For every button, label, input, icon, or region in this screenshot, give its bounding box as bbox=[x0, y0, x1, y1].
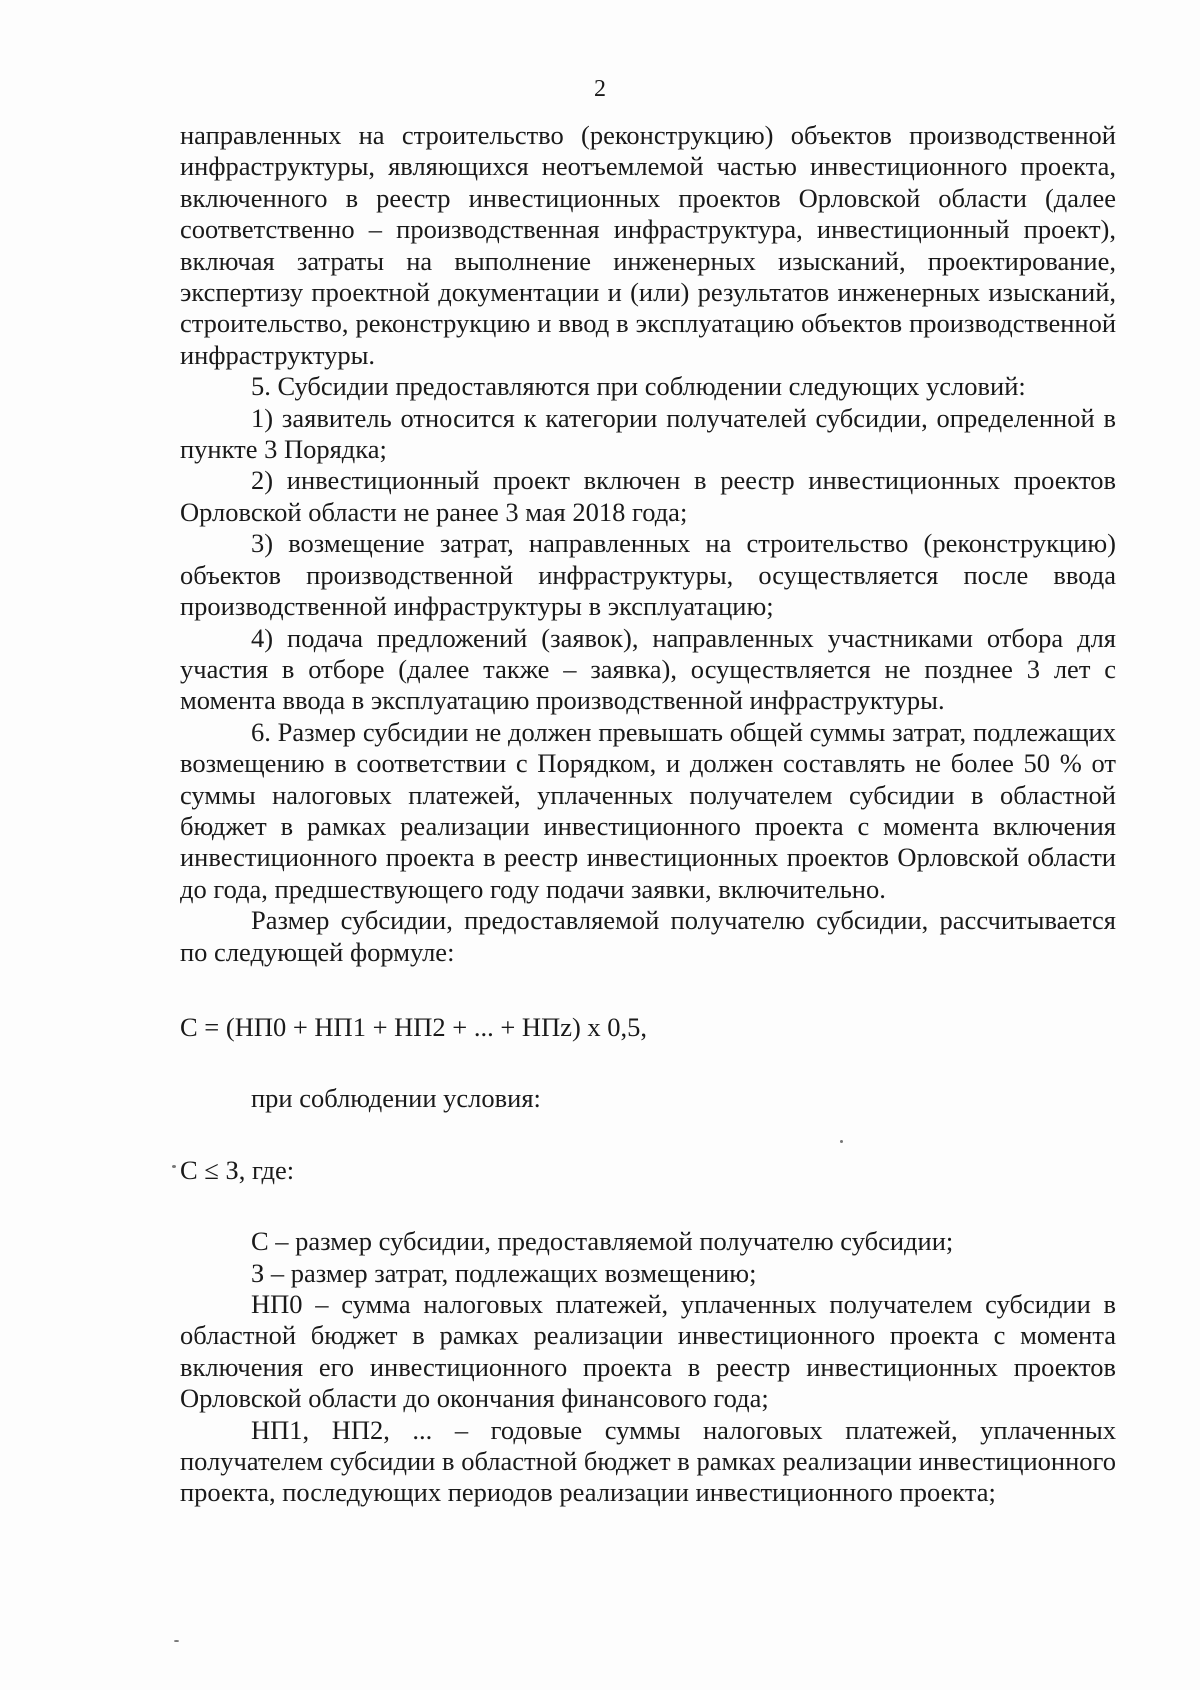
subsidy-formula: С = (НП0 + НП1 + НП2 + ... + НПz) x 0,5, bbox=[180, 1011, 648, 1042]
paragraph-formula-intro: Размер субсидии, предоставляемой получателю субсидии, рассчитывается по следующей формуле: bbox=[180, 905, 1116, 967]
paragraph-5-2: 2) инвестиционный проект включен в реестр инвестиционных проектов Орловской области не ранее 3 мая 2018 года; bbox=[180, 465, 1116, 527]
scan-speck bbox=[172, 1165, 176, 1168]
definition-np1-np2: НП1, НП2, ... – годовые суммы налоговых платежей, уплаченных получателем субсидии в областной бюджет в рамках реализации инвестиционного проекта, последующих периодов реализации инвестиционного проекта; bbox=[180, 1414, 1116, 1508]
paragraph-intro: направленных на строительство (реконструкцию) объектов производственной инфраструктуры, являющихся неотъемлемой частью инвестиционного проекта, включенного в реестр инвестиционных проектов Орловской области (далее соответственно – производственная инфраструктура, инвестиционный проект), включая затраты на выполнение инженерных изысканий, проектирование, экспертизу проектной документации и (или) результатов инженерных изысканий, строительство, реконструкцию и ввод в эксплуатацию объектов производственной инфраструктуры. bbox=[180, 120, 1116, 370]
definition-z: З – размер затрат, подлежащих возмещению; bbox=[251, 1257, 757, 1288]
paragraph-5: 5. Субсидии предоставляются при соблюдении следующих условий: bbox=[251, 371, 1026, 402]
paragraph-5-1: 1) заявитель относится к категории получателей субсидии, определенной в пункте 3 Порядка; bbox=[180, 402, 1116, 465]
paragraph-5-4: 4) подача предложений (заявок), направленных участниками отбора для участия в отборе (далее также – заявка), осуществляется не позднее 3 лет с момента ввода в эксплуатацию производственной инфраструктуры. bbox=[180, 622, 1116, 716]
document-body bbox=[180, 120, 1116, 1509]
definition-c: С – размер субсидии, предоставляемой получателю субсидии; bbox=[251, 1226, 954, 1257]
subsidy-condition: С ≤ З, где: bbox=[180, 1154, 295, 1185]
paragraph-condition-intro: при соблюдении условия: bbox=[251, 1083, 541, 1114]
paragraph-5-3: 3) возмещение затрат, направленных на строительство (реконструкцию) объектов производственной инфраструктуры, осуществляется после ввода производственной инфраструктуры в эксплуатацию; bbox=[180, 528, 1116, 622]
page-number: 2 bbox=[594, 76, 606, 102]
definition-np0: НП0 – сумма налоговых платежей, уплаченных получателем субсидии в областной бюджет в рамках реализации инвестиционного проекта с момента включения его инвестиционного проекта в реестр инвестиционных проектов Орловской области до окончания финансового года; bbox=[180, 1289, 1116, 1414]
scan-speck bbox=[174, 1640, 179, 1642]
paragraph-6: 6. Размер субсидии не должен превышать общей суммы затрат, подлежащих возмещению в соответствии с Порядком, и должен составлять не более 50 % от суммы налоговых платежей, уплаченных получателем субсидии в областной бюджет в рамках реализации инвестиционного проекта с момента включения инвестиционного проекта в реестр инвестиционных проектов Орловской области до года, предшествующего году подачи заявки, включительно. bbox=[180, 716, 1116, 904]
scan-speck bbox=[840, 1140, 843, 1143]
